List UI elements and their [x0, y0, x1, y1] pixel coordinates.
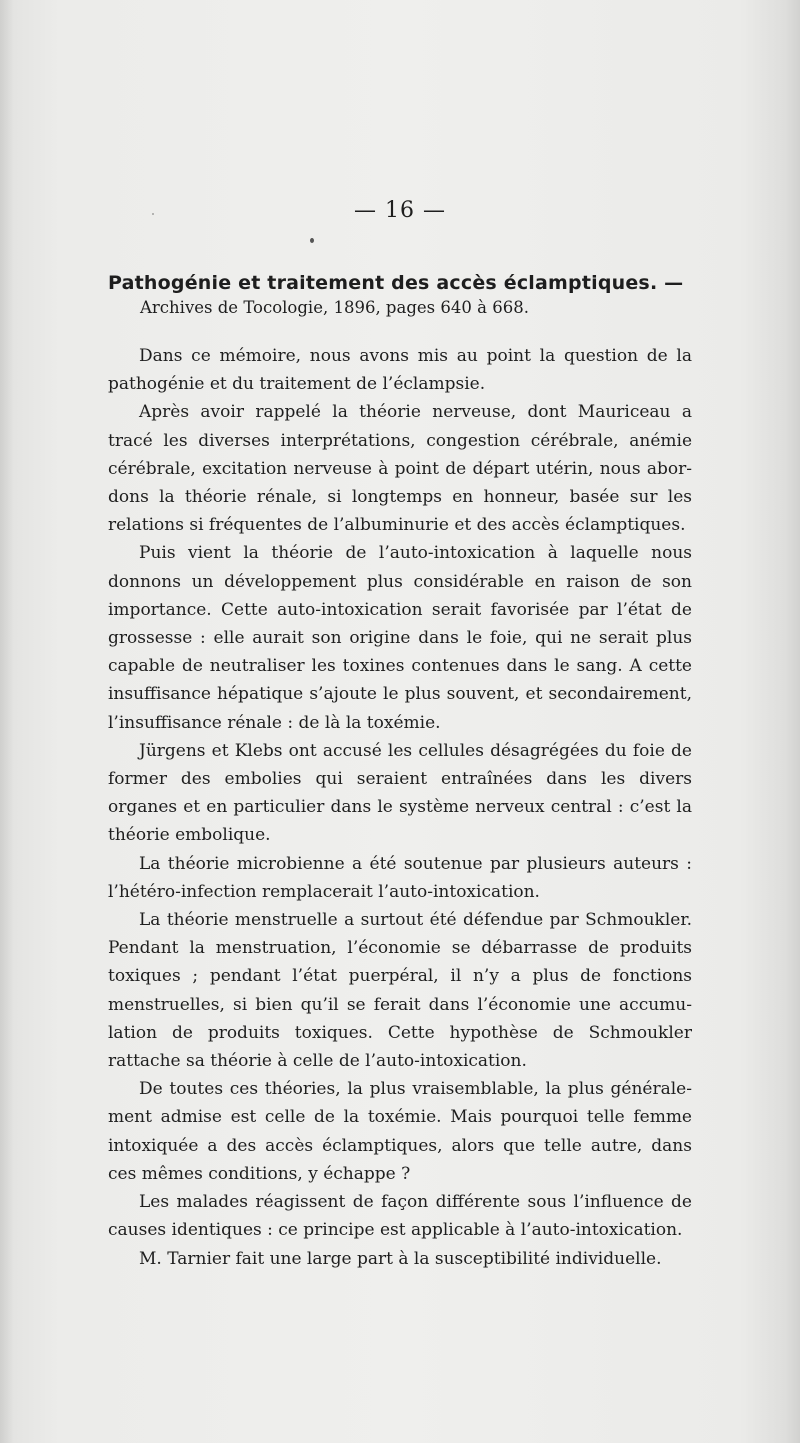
paragraph: Les malades réagissent de façon différente sous l’influence de causes identiques : ce principe est applicable à l’auto-intoxication.	[108, 1192, 692, 1241]
article-body	[108, 342, 692, 1273]
paragraph: La théorie menstruelle a surtout été défendue par Schmoukler. Pendant la menstruation, l’économie se débarrasse de produits toxiques ; pendant l’état puerpéral, il n’y a plus de fonctions menstruelles, si bien qu’il se ferait dans l’économie une accumulation de produits toxiques. Cette hypothèse de Schmoukler rattache sa théorie à celle de l’auto-intoxication.	[108, 910, 692, 1072]
paragraph: La théorie microbienne a été soutenue par plusieurs auteurs : l’hétéro-infection remplacerait l’auto-intoxication.	[108, 853, 692, 902]
paragraph: M. Tarnier fait une large part à la susceptibilité individuelle.	[139, 1248, 662, 1269]
paragraph: Puis vient la théorie de l’auto-intoxication à laquelle nous donnons un développement plus considérable en raison de son importance. Cette auto-intoxication serait favorisée par l’état de grossesse : elle aurait son origine dans le foie, qui ne serait plus capable de neutraliser les toxines contenues dans le sang. A cette insuffisance hépatique s’ajoute le plus souvent, et secondairement, l’insuffisance rénale : de là la toxémie.	[108, 543, 692, 733]
paragraph: Après avoir rappelé la théorie nerveuse, dont Mauriceau a tracé les diverses interprétations, congestion cérébrale, anémie cérébrale, excitation nerveuse à point de départ utérin, nous abordons la théorie rénale, si longtemps en honneur, basée sur les relations si fréquentes de l’albuminurie et des accès éclamptiques.	[108, 402, 692, 536]
page-number: — 16 —	[354, 198, 446, 223]
paragraph: Jürgens et Klebs ont accusé les cellules désagrégées du foie de former des embolies qui seraient entraînées dans les divers organes et en particulier dans le système nerveux central : c’est la théorie embolique.	[108, 740, 692, 846]
article-source: Archives de Tocologie, 1896, pages 640 à 668.	[140, 298, 529, 317]
ink-speck	[310, 238, 314, 243]
paragraph: De toutes ces théories, la plus vraisemblable, la plus généralement admise est celle de la toxémie. Mais pourquoi telle femme intoxiquée a des accès éclamptiques, alors que telle autre, dans ces mêmes conditions, y échappe ?	[108, 1079, 692, 1184]
paragraph: Dans ce mémoire, nous avons mis au point la question de la pathogénie et du traitement de l’éclampsie.	[108, 346, 692, 395]
article-title: Pathogénie et traitement des accès éclamptiques. —	[108, 272, 684, 294]
